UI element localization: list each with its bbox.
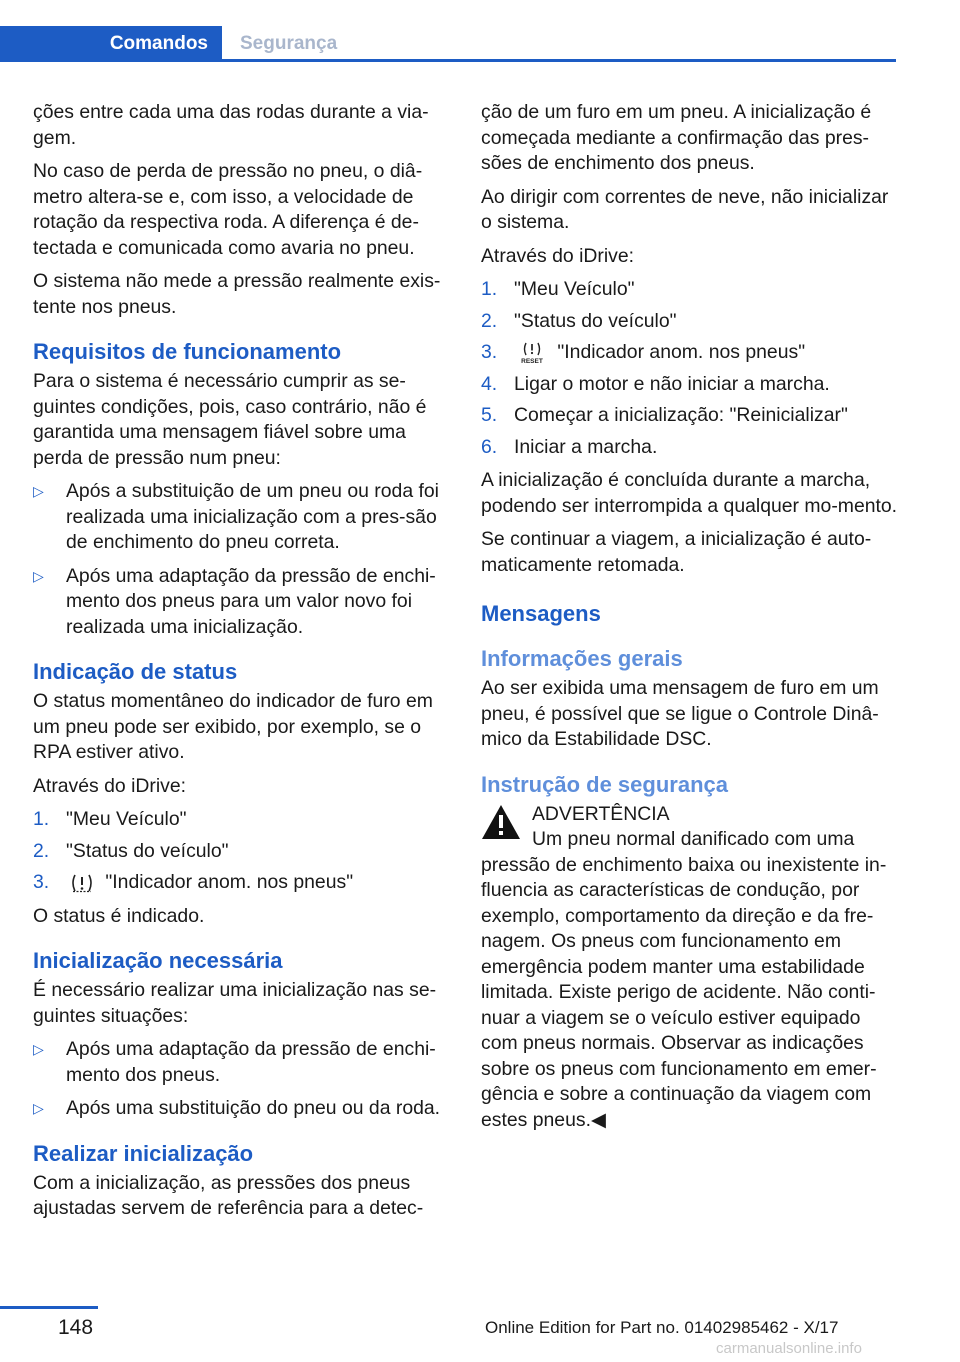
- step-item: [33, 807, 451, 833]
- step-list: [33, 807, 451, 896]
- paragraph: Ao dirigir com correntes de neve, não inicializar o sistema.: [481, 185, 889, 233]
- heading-realizar: Realizar inicialização: [33, 1140, 254, 1166]
- footer-rule: [0, 1306, 98, 1309]
- triangle-right-bullet-icon: ▷: [33, 567, 44, 584]
- paragraph: Para o sistema é necessário cumprir as se‐guintes condições, pois, caso contrário, não é garantida uma mensagem fiável sobre uma perda de pressão num pneu:: [33, 370, 427, 469]
- list-item: [33, 564, 451, 641]
- list-item-text: Após a substituição de um pneu ou roda foi realizada uma inicialização com a pres‐são de enchimento do pneu correta.: [66, 480, 439, 553]
- step-text: Iniciar a marcha.: [514, 435, 658, 458]
- right-column: [481, 100, 899, 1133]
- edition-note: Online Edition for Part no. 01402985462 - X/17: [485, 1318, 839, 1337]
- list-item-text: Após uma adaptação da pressão de enchi‐mento dos pneus.: [66, 1038, 436, 1086]
- heading-informacoes-gerais: Informações gerais: [481, 646, 683, 671]
- step-item: [481, 309, 899, 335]
- step-item: [481, 372, 899, 398]
- step-number: 2.: [33, 839, 50, 862]
- paragraph: Com a inicialização, as pressões dos pneus ajustadas servem de referência para a detec‐: [33, 1171, 424, 1219]
- step-text: "Indicador anom. nos pneus": [105, 871, 354, 893]
- step-number: 1.: [481, 278, 498, 300]
- warning-triangle-icon: [481, 804, 521, 840]
- heading-instrucao-seguranca: Instrução de segurança: [481, 771, 728, 797]
- step-item: [33, 870, 451, 896]
- paragraph: No caso de perda de pressão no pneu, o diâ‐metro altera-se e, com isso, a velocidade de rotação da respectiva roda. A diferença é de‐tectada e comunicada como avaria no pneu.: [33, 160, 423, 259]
- step-number: 5.: [481, 404, 498, 426]
- step-item: [481, 435, 899, 461]
- paragraph: Se continuar a viagem, a inicialização é auto‐maticamente retomada.: [481, 528, 872, 576]
- step-number: 6.: [481, 435, 498, 458]
- list-item-text: Após uma adaptação da pressão de enchi‐mento dos pneus para um valor novo foi realizada uma inicialização.: [66, 564, 436, 638]
- paragraph: A inicialização é concluída durante a marcha, podendo ser interrompida a qualquer mo‐mento.: [481, 469, 898, 517]
- bullet-list: [33, 1037, 451, 1122]
- heading-mensagens: Mensagens: [481, 601, 601, 626]
- paragraph: Ao ser exibida uma mensagem de furo em um pneu, é possível que se ligue o Controle Dinâ‐mico da Estabilidade DSC.: [481, 677, 879, 750]
- step-number: 1.: [33, 808, 50, 830]
- warning-text-first-line: Um pneu normal danificado com uma: [532, 828, 855, 850]
- step-number: 3.: [481, 341, 498, 363]
- step-text: "Status do veículo": [514, 309, 677, 332]
- step-number: 3.: [33, 871, 50, 893]
- paragraph: É necessário realizar uma inicialização nas se‐guintes situações:: [33, 979, 437, 1027]
- heading-status: Indicação de status: [33, 659, 238, 684]
- header-rule: [222, 59, 896, 62]
- step-item: [481, 340, 899, 366]
- step-number: 4.: [481, 372, 498, 395]
- bullet-list: [33, 479, 451, 640]
- warning-text: pressão de enchimento baixa ou inexistente in‐fluencia as características de condução, por exemplo, comportamento da direção e da fre‐nagem. Os pneus com funcionamento em emergência podem manter uma estabilidade limitada. Existe perigo de acidente. Não conti‐nuar a viagem se o veículo estiver equipado com pneus normais. Observar as indicações sobre os pneus com funcionamento em emer‐gência e sobre a continuação da viagem com estes pneus.◀: [481, 853, 887, 1131]
- triangle-right-bullet-icon: ▷: [33, 1100, 44, 1116]
- step-text: Começar a inicialização: "Reinicializar": [514, 404, 848, 426]
- step-text: "Indicador anom. nos pneus": [557, 341, 806, 363]
- watermark: carmanualsonline.info: [716, 1340, 862, 1357]
- tab-comandos[interactable]: Comandos: [0, 26, 222, 62]
- tab-seguranca[interactable]: Segurança: [240, 33, 338, 54]
- tpms-reset-icon: [518, 342, 546, 364]
- paragraph: ção de um furo em um pneu. A inicialização é começada mediante a confirmação das pres‐sões de enchimento dos pneus.: [481, 101, 872, 174]
- paragraph: Através do iDrive:: [33, 774, 187, 797]
- triangle-right-bullet-icon: ▷: [33, 1041, 44, 1057]
- svg-text:RESET: RESET: [521, 357, 543, 364]
- paragraph: O status momentâneo do indicador de furo em um pneu pode ser exibido, por exemplo, se o RPA estiver ativo.: [33, 690, 433, 763]
- paragraph: Através do iDrive:: [481, 244, 635, 267]
- warning-title: ADVERTÊNCIA: [532, 802, 670, 825]
- warning-block: [481, 802, 899, 1134]
- list-item: [33, 1096, 451, 1122]
- paragraph: O sistema não mede a pressão realmente exis‐tente nos pneus.: [33, 270, 441, 318]
- triangle-right-bullet-icon: ▷: [33, 483, 44, 499]
- paragraph: ções entre cada uma das rodas durante a via‐gem.: [33, 101, 429, 149]
- paragraph: O status é indicado.: [33, 904, 205, 927]
- heading-requisitos: Requisitos de funcionamento: [33, 339, 342, 364]
- step-text: "Meu Veículo": [514, 278, 635, 300]
- list-item: [33, 1037, 451, 1088]
- step-text: Ligar o motor e não iniciar a marcha.: [514, 372, 830, 395]
- step-item: [481, 277, 899, 303]
- step-text: "Status do veículo": [66, 839, 229, 862]
- step-number: 2.: [481, 309, 498, 332]
- step-item: [481, 403, 899, 429]
- list-item: [33, 479, 451, 556]
- list-item-text: Após uma substituição do pneu ou da roda.: [66, 1097, 441, 1119]
- step-list: [481, 277, 899, 460]
- step-text: "Meu Veículo": [66, 808, 187, 830]
- page-number: 148: [58, 1316, 94, 1339]
- heading-inicializacao: Inicialização necessária: [33, 948, 283, 973]
- left-column: [33, 100, 451, 1230]
- tpms-warning-icon: [70, 873, 94, 893]
- step-item: [33, 839, 451, 865]
- page-header: [0, 0, 960, 64]
